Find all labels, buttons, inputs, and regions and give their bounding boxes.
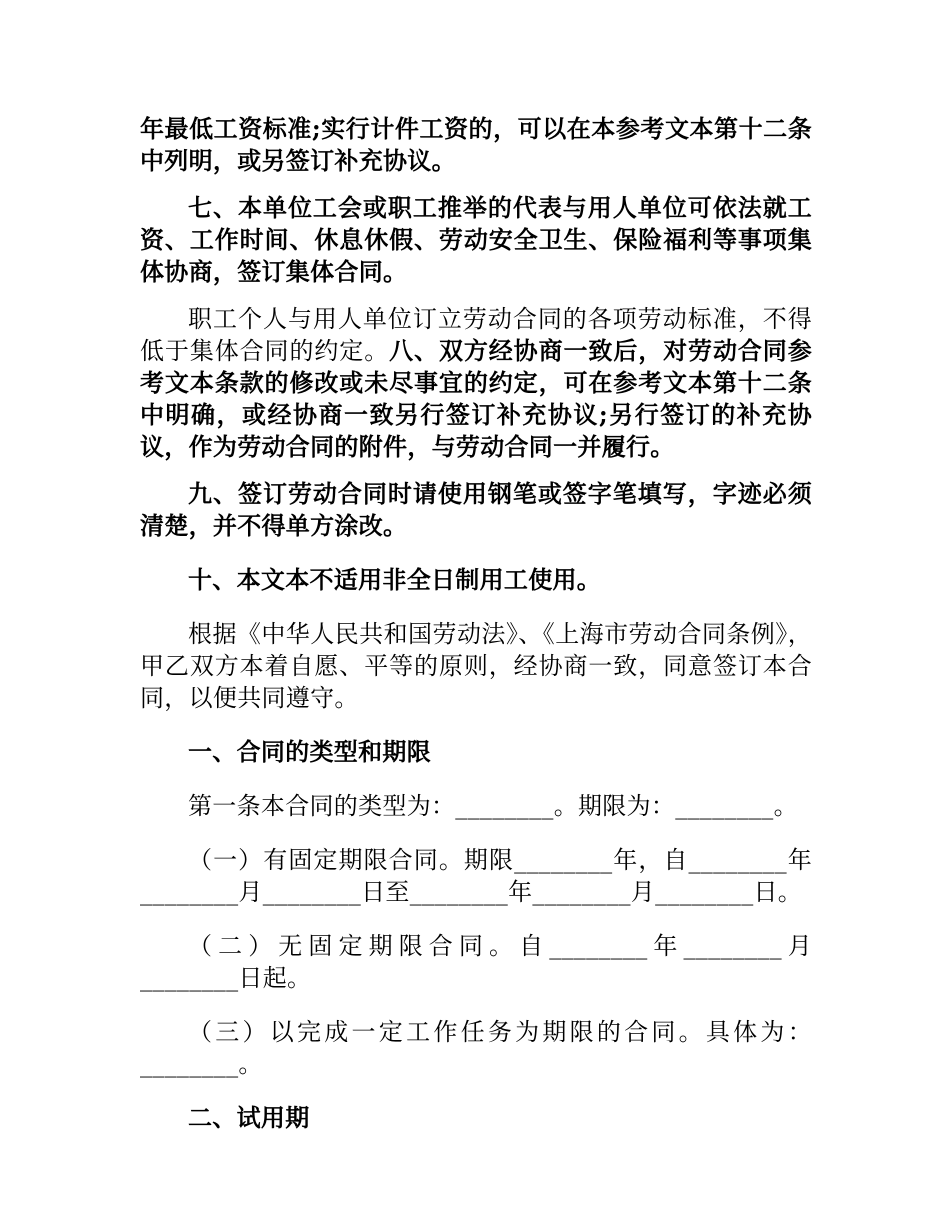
fixed-term-text: （一）有固定期限合同。期限________年，自________年________月________日至________年________月________日。 — [140, 846, 812, 906]
paragraph-open-term — [140, 930, 812, 994]
section-1-heading: 一、合同的类型和期限 — [188, 737, 431, 766]
preamble-text: 根据《中华人民共和国劳动法》、《上海市劳动合同条例》，甲乙双方本着自愿、平等的原则，经协商一致，同意签订本合同，以便共同遵守。 — [140, 620, 812, 712]
section-heading-probation — [140, 1102, 812, 1134]
paragraph-task-term — [140, 1016, 812, 1080]
paragraph-article-9 — [140, 478, 812, 542]
paragraph-clause-1 — [140, 790, 812, 822]
article-8-text: 八、双方经协商一致后，对劳动合同参考文本条款的修改或未尽事宜的约定，可在参考文本第十二条中明确，或经协商一致另行签订补充协议;另行签订的补充协议，作为劳动合同的附件，与劳动合同一并履行。 — [140, 336, 813, 461]
paragraph-fixed-term — [140, 844, 812, 908]
open-term-text: （二）无固定期限合同。自________年________月________日起。 — [140, 932, 812, 992]
paragraph-article-7 — [140, 192, 812, 288]
article-10-text: 十、本文本不适用非全日制用工使用。 — [188, 565, 602, 594]
article-7-text: 七、本单位工会或职工推举的代表与用人单位可依法就工资、工作时间、休息休假、劳动安全卫生、保险福利等事项集体协商，签订集体合同。 — [140, 193, 812, 286]
article-9-text: 九、签订劳动合同时请使用钢笔或签字笔填写，字迹必须清楚，并不得单方涂改。 — [140, 479, 812, 540]
paragraph-article-8 — [140, 303, 812, 463]
section-2-heading: 二、试用期 — [188, 1103, 310, 1132]
task-term-text: （三）以完成一定工作任务为期限的合同。具体为：________。 — [140, 1018, 812, 1078]
section-heading-contract-type — [140, 736, 812, 768]
paragraph-preamble — [140, 618, 812, 714]
document-page — [140, 113, 812, 1149]
paragraph-1 — [140, 113, 812, 177]
paragraph-1-text: 年最低工资标准;实行计件工资的，可以在本参考文本第十二条中列明，或另签订补充协议。 — [140, 114, 812, 175]
clause-1-text: 第一条本合同的类型为：________。期限为：________。 — [188, 792, 798, 820]
paragraph-article-10 — [140, 564, 812, 596]
collective-contract-text: 职工个人与用人单位订立劳动合同的各项劳动标准，不得低于集体合同的约定。 — [140, 305, 812, 365]
